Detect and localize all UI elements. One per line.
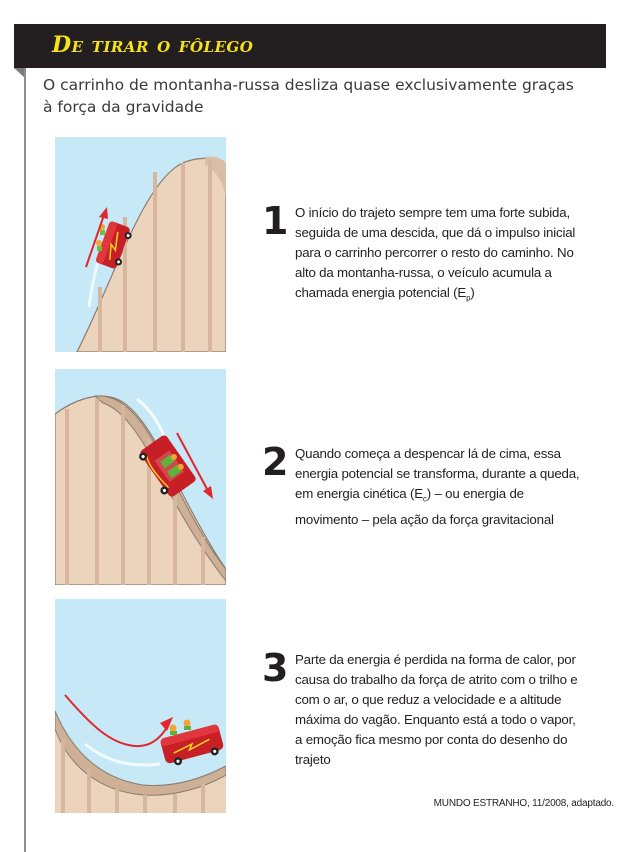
step-text: Parte da energia é perdida na forma de calor, por causa do trabalho da força de atrito com o trilho e com o ar, o que reduz a velocidade e a altitude máxima do vagão. Enquanto está a todo o vapor, a emoção fica mesmo por conta do desenho do trajeto [295,652,578,767]
header-bar [14,24,606,68]
step-number: 2 [262,440,289,484]
illustration-step-3 [55,599,226,813]
illustration-step-2 [55,369,226,585]
page-title: De tirar o fôlego [52,32,254,58]
illustration-step-1 [55,137,226,352]
step-text: O início do trajeto sempre tem uma forte subida, seguida de uma descida, que dá o impulso inicial para o carrinho percorrer o resto do caminho. No alto da montanha-russa, o veículo acumula a chamada energia potencial $(E_p)$ [295,205,576,303]
step-text: Quando começa a despencar lá de cima, essa energia potencial se transforma, durante a queda, em energia cinética $(E_c)$ – ou energia de movimento – pela ação da força gravitacional [295,446,580,527]
car-in-valley-icon [55,599,226,813]
step-number: 1 [262,199,289,243]
step-number: 3 [262,646,289,690]
subtitle: O carrinho de montanha-russa desliza quase exclusivamente graças à força da gravidade [43,76,574,116]
car-descending-hill-icon [55,369,226,585]
left-margin-rule [24,68,26,852]
car-climbing-hill-icon [55,137,226,352]
source-credit: MUNDO ESTRANHO, 11/2008, adaptado. [433,798,614,809]
